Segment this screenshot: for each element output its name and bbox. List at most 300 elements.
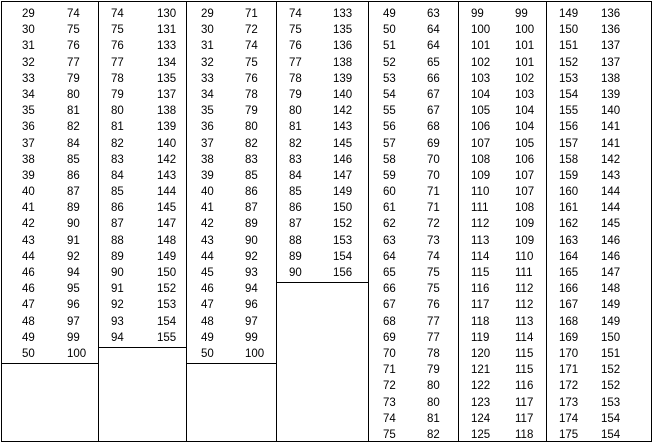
table-cell: 79: [245, 105, 258, 118]
table-cell: 86: [289, 202, 302, 215]
table-cell: 65: [383, 267, 396, 279]
table-cell: 50: [383, 24, 396, 37]
table-cell: 151: [559, 40, 579, 53]
table-cell: 80: [245, 121, 258, 134]
table-cell: 102: [515, 72, 535, 85]
group-6-left-column: [471, 6, 490, 443]
table-cell: 80: [427, 396, 440, 409]
group-6-right-column: [515, 6, 534, 443]
table-cell: 78: [427, 347, 440, 360]
table-cell: 144: [601, 186, 621, 199]
table-cell: 106: [515, 153, 535, 166]
table-cell: 130: [157, 8, 177, 20]
table-cell: 77: [427, 331, 440, 344]
table-cell: 113: [471, 234, 490, 247]
table-cell: 37: [201, 137, 214, 150]
table-cell: 105: [471, 105, 491, 118]
table-cell: 131: [157, 24, 177, 37]
table-cell: 44: [22, 250, 35, 263]
table-group-6: [458, 2, 546, 441]
table-cell: 41: [22, 202, 35, 215]
table-cell: 143: [157, 169, 177, 182]
table-cell: 74: [111, 8, 124, 20]
table-cell: 113: [515, 315, 534, 328]
table-cell: 75: [111, 24, 124, 37]
table-cell: 64: [427, 40, 440, 53]
table-cell: 94: [67, 267, 80, 279]
table-cell: 107: [515, 186, 535, 199]
table-cell: 30: [201, 24, 214, 37]
table-cell: 87: [289, 218, 302, 231]
table-cell: 74: [67, 8, 80, 20]
table-cell: 93: [111, 315, 124, 328]
table-cell: 74: [289, 8, 302, 20]
table-cell: 118: [515, 428, 534, 441]
table-cell: 64: [383, 250, 396, 263]
table-cell: 73: [427, 234, 440, 247]
table-cell: 150: [601, 331, 621, 344]
table-cell: 152: [333, 218, 353, 231]
table-cell: 142: [157, 153, 177, 166]
table-cell: 134: [157, 56, 177, 69]
table-group-4: [276, 2, 368, 441]
table-cell: 91: [111, 283, 124, 296]
table-cell: 67: [427, 88, 440, 101]
table-cell: 105: [515, 137, 535, 150]
table-cell: 164: [559, 250, 579, 263]
table-cell: 108: [515, 202, 535, 215]
table-cell: 109: [515, 218, 535, 231]
table-cell: 162: [559, 218, 579, 231]
table-cell: 71: [383, 364, 396, 377]
table-cell: 123: [471, 396, 491, 409]
table-cell: 115: [515, 347, 534, 360]
table-cell: 39: [201, 169, 214, 182]
table-cell: 58: [383, 153, 396, 166]
table-cell: 145: [333, 137, 353, 150]
table-cell: 43: [201, 234, 214, 247]
table-cell: 48: [201, 315, 214, 328]
table-cell: 138: [601, 72, 621, 85]
table-cell: 74: [245, 40, 258, 53]
table-cell: 152: [559, 56, 579, 69]
table-cell: 94: [245, 283, 258, 296]
table-cell: 143: [333, 121, 353, 134]
table-cell: 112: [515, 283, 534, 296]
table-cell: 136: [333, 40, 353, 53]
table-cell: 91: [67, 234, 80, 247]
group-4-left-column: [289, 6, 302, 281]
table-cell: 72: [427, 218, 440, 231]
table-cell: 50: [22, 347, 35, 360]
table-cell: 82: [67, 121, 80, 134]
table-cell: 82: [111, 137, 124, 150]
table-cell: 49: [22, 331, 35, 344]
table-cell: 154: [333, 250, 353, 263]
table-cell: 109: [515, 234, 535, 247]
table-cell: 107: [515, 169, 535, 182]
table-cell: 170: [559, 347, 579, 360]
table-cell: 76: [289, 40, 302, 53]
table-cell: 149: [601, 315, 621, 328]
group-bottom-rule: [187, 363, 276, 364]
table-cell: 152: [157, 283, 177, 296]
table-cell: 87: [111, 218, 124, 231]
table-cell: 49: [201, 331, 214, 344]
table-cell: 145: [157, 202, 177, 215]
table-cell: 125: [471, 428, 491, 441]
table-cell: 75: [427, 267, 440, 279]
table-cell: 153: [333, 234, 353, 247]
table-cell: 140: [333, 88, 353, 101]
table-cell: 140: [601, 105, 621, 118]
table-cell: 138: [157, 105, 177, 118]
table-cell: 146: [333, 153, 353, 166]
table-cell: 90: [245, 234, 258, 247]
table-cell: 83: [245, 153, 258, 166]
table-cell: 77: [289, 56, 302, 69]
table-cell: 43: [22, 234, 35, 247]
table-cell: 116: [471, 283, 490, 296]
table-cell: 35: [201, 105, 214, 118]
table-cell: 31: [201, 40, 214, 53]
table-cell: 36: [22, 121, 35, 134]
table-cell: 140: [157, 137, 177, 150]
table-cell: 142: [601, 153, 621, 166]
table-cell: 93: [245, 267, 258, 279]
table-cell: 92: [67, 250, 80, 263]
table-cell: 149: [333, 186, 353, 199]
table-cell: 147: [333, 169, 353, 182]
table-cell: 76: [111, 40, 124, 53]
table-cell: 47: [201, 299, 214, 312]
table-cell: 158: [559, 153, 579, 166]
table-cell: 156: [333, 267, 353, 279]
table-group-7: [546, 2, 651, 441]
table-cell: 60: [383, 186, 396, 199]
table-cell: 89: [245, 218, 258, 231]
table-cell: 83: [289, 153, 302, 166]
table-cell: 90: [67, 218, 80, 231]
table-cell: 171: [559, 364, 579, 377]
table-cell: 133: [157, 40, 177, 53]
table-cell: 101: [515, 40, 535, 53]
table-cell: 139: [157, 121, 177, 134]
table-cell: 80: [111, 105, 124, 118]
table-cell: 89: [289, 250, 302, 263]
table-cell: 136: [601, 8, 621, 20]
table-cell: 109: [471, 169, 491, 182]
table-cell: 48: [22, 315, 35, 328]
table-cell: 74: [383, 412, 396, 425]
table-cell: 97: [245, 315, 258, 328]
table-cell: 82: [245, 137, 258, 150]
table-cell: 103: [515, 88, 535, 101]
table-cell: 41: [201, 202, 214, 215]
table-cell: 87: [245, 202, 258, 215]
table-cell: 148: [601, 283, 621, 296]
table-cell: 115: [515, 364, 534, 377]
table-cell: 100: [67, 347, 87, 360]
table-cell: 77: [427, 315, 440, 328]
table-cell: 166: [559, 283, 579, 296]
group-3-left-column: [201, 6, 214, 362]
table-cell: 92: [111, 299, 124, 312]
table-cell: 55: [383, 105, 396, 118]
table-cell: 97: [67, 315, 80, 328]
group-7-left-column: [559, 6, 578, 443]
table-cell: 76: [427, 299, 440, 312]
table-cell: 169: [559, 331, 579, 344]
table-cell: 75: [245, 56, 258, 69]
table-cell: 50: [201, 347, 214, 360]
table-cell: 137: [157, 88, 177, 101]
group-7-right-column: [601, 6, 620, 443]
table-cell: 117: [471, 299, 490, 312]
table-cell: 153: [601, 396, 621, 409]
table-cell: 76: [67, 40, 80, 53]
table-cell: 147: [601, 267, 621, 279]
table-cell: 79: [111, 88, 124, 101]
table-cell: 143: [601, 169, 621, 182]
table-cell: 101: [515, 56, 535, 69]
table-cell: 44: [201, 250, 214, 263]
table-cell: 68: [383, 315, 396, 328]
table-cell: 154: [157, 315, 177, 328]
group-bottom-rule: [99, 347, 186, 348]
table-cell: 66: [383, 283, 396, 296]
table-cell: 144: [601, 202, 621, 215]
table-cell: 141: [601, 137, 621, 150]
table-cell: 78: [245, 88, 258, 101]
table-cell: 71: [245, 8, 258, 20]
table-cell: 119: [471, 331, 490, 344]
table-cell: 38: [22, 153, 35, 166]
table-cell: 154: [601, 412, 621, 425]
table-cell: 80: [67, 88, 80, 101]
table-cell: 81: [67, 105, 80, 118]
table-cell: 64: [427, 24, 440, 37]
table-cell: 167: [559, 299, 579, 312]
table-cell: 100: [471, 24, 491, 37]
table-cell: 146: [601, 234, 621, 247]
table-cell: 90: [289, 267, 302, 279]
table-cell: 86: [67, 169, 80, 182]
table-cell: 36: [201, 121, 214, 134]
group-bottom-rule: [2, 363, 98, 364]
table-cell: 100: [245, 347, 265, 360]
table-cell: 39: [22, 169, 35, 182]
table-cell: 77: [111, 56, 124, 69]
group-2-left-column: [111, 6, 124, 346]
table-cell: 116: [515, 380, 534, 393]
table-cell: 153: [559, 72, 579, 85]
table-cell: 107: [471, 137, 491, 150]
table-cell: 49: [383, 8, 396, 20]
group-5-right-column: [427, 6, 440, 443]
group-1-right-column: [67, 6, 86, 362]
table-cell: 150: [559, 24, 579, 37]
table-cell: 59: [383, 169, 396, 182]
table-cell: 159: [559, 169, 579, 182]
table-cell: 100: [515, 24, 535, 37]
table-cell: 139: [601, 88, 621, 101]
table-cell: 133: [333, 8, 353, 20]
table-cell: 117: [515, 396, 534, 409]
table-cell: 112: [471, 218, 490, 231]
table-cell: 149: [559, 8, 579, 20]
table-cell: 80: [427, 380, 440, 393]
table-cell: 151: [601, 347, 621, 360]
table-cell: 46: [22, 267, 35, 279]
table-cell: 142: [333, 105, 353, 118]
table-cell: 148: [157, 234, 177, 247]
table-cell: 138: [333, 56, 353, 69]
table-cell: 42: [201, 218, 214, 231]
table-cell: 47: [22, 299, 35, 312]
group-bottom-rule: [277, 282, 368, 283]
table-cell: 61: [383, 202, 396, 215]
group-1-left-column: [22, 6, 35, 362]
table-cell: 110: [515, 250, 534, 263]
table-cell: 45: [201, 267, 214, 279]
table-cell: 57: [383, 137, 396, 150]
table-cell: 42: [22, 218, 35, 231]
table-cell: 175: [559, 428, 579, 441]
table-cell: 146: [601, 250, 621, 263]
table-cell: 95: [67, 283, 80, 296]
table-cell: 156: [559, 121, 579, 134]
table-cell: 168: [559, 315, 579, 328]
table-cell: 70: [427, 153, 440, 166]
table-cell: 120: [471, 347, 491, 360]
table-cell: 84: [67, 137, 80, 150]
table-cell: 87: [67, 186, 80, 199]
table-cell: 150: [157, 267, 177, 279]
table-cell: 74: [427, 250, 440, 263]
table-cell: 145: [601, 218, 621, 231]
table-cell: 63: [383, 234, 396, 247]
table-cell: 83: [111, 153, 124, 166]
table-cell: 88: [289, 234, 302, 247]
table-cell: 163: [559, 234, 579, 247]
group-2-right-column: [157, 6, 176, 346]
table-cell: 62: [383, 218, 396, 231]
table-cell: 152: [601, 364, 621, 377]
table-cell: 137: [601, 56, 621, 69]
table-cell: 114: [515, 331, 534, 344]
table-cell: 37: [22, 137, 35, 150]
table-cell: 104: [515, 121, 535, 134]
table-cell: 115: [471, 267, 490, 279]
table-cell: 85: [245, 169, 258, 182]
table-cell: 68: [427, 121, 440, 134]
table-cell: 135: [157, 72, 177, 85]
table-group-5: [368, 2, 458, 441]
table-cell: 114: [471, 250, 490, 263]
table-cell: 88: [111, 234, 124, 247]
table-cell: 153: [157, 299, 177, 312]
table-cell: 30: [22, 24, 35, 37]
table-cell: 84: [111, 169, 124, 182]
table-cell: 67: [427, 105, 440, 118]
table-cell: 40: [201, 186, 214, 199]
table-cell: 92: [245, 250, 258, 263]
table-cell: 82: [289, 137, 302, 150]
table-cell: 81: [111, 121, 124, 134]
table-cell: 102: [471, 56, 491, 69]
table-cell: 52: [383, 56, 396, 69]
table-cell: 99: [245, 331, 258, 344]
table-cell: 121: [471, 364, 491, 377]
table-cell: 72: [245, 24, 258, 37]
table-cell: 78: [111, 72, 124, 85]
table-cell: 165: [559, 267, 579, 279]
table-cell: 96: [245, 299, 258, 312]
table-cell: 75: [427, 283, 440, 296]
table-cell: 149: [157, 250, 177, 263]
table-cell: 104: [471, 88, 491, 101]
table-cell: 80: [289, 105, 302, 118]
table-cell: 46: [22, 283, 35, 296]
table-cell: 79: [289, 88, 302, 101]
table-cell: 63: [427, 8, 440, 20]
table-cell: 32: [22, 56, 35, 69]
table-cell: 89: [67, 202, 80, 215]
group-4-right-column: [333, 6, 352, 281]
table-cell: 51: [383, 40, 396, 53]
table-cell: 152: [601, 380, 621, 393]
table-cell: 137: [601, 40, 621, 53]
table-cell: 118: [471, 315, 490, 328]
table-cell: 161: [559, 202, 579, 215]
table-cell: 79: [427, 364, 440, 377]
table-cell: 104: [515, 105, 535, 118]
table-cell: 75: [67, 24, 80, 37]
table-cell: 85: [111, 186, 124, 199]
group-3-right-column: [245, 6, 264, 362]
table-cell: 73: [383, 396, 396, 409]
table-cell: 29: [22, 8, 35, 20]
table-group-3: [186, 2, 276, 441]
table-cell: 111: [471, 202, 489, 215]
table-cell: 112: [515, 299, 534, 312]
table-cell: 32: [201, 56, 214, 69]
table-cell: 106: [471, 121, 491, 134]
table-cell: 86: [111, 202, 124, 215]
table-cell: 31: [22, 40, 35, 53]
table-cell: 157: [559, 137, 579, 150]
table-cell: 139: [333, 72, 353, 85]
table-cell: 94: [111, 331, 124, 344]
table-cell: 173: [559, 396, 579, 409]
table-cell: 75: [383, 428, 396, 441]
table-cell: 117: [515, 412, 534, 425]
table-cell: 154: [601, 428, 621, 441]
table-cell: 86: [245, 186, 258, 199]
table-cell: 110: [471, 186, 490, 199]
table-cell: 71: [427, 186, 440, 199]
table-cell: 174: [559, 412, 579, 425]
table-cell: 34: [201, 88, 214, 101]
table-cell: 34: [22, 88, 35, 101]
table-cell: 101: [471, 40, 491, 53]
table-cell: 160: [559, 186, 579, 199]
conversion-table: [1, 1, 652, 442]
table-cell: 85: [289, 186, 302, 199]
table-cell: 56: [383, 121, 396, 134]
table-cell: 155: [559, 105, 579, 118]
